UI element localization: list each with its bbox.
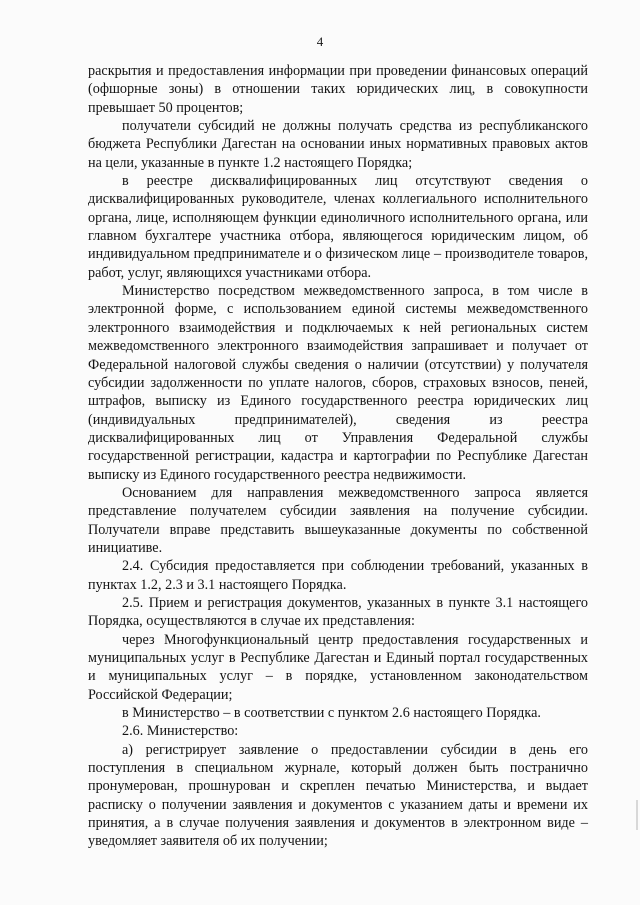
- paragraph-2-4: 2.4. Субсидия предоставляется при соблюдении требований, указанных в пунктах 1.2, 2.3 и 3.1 настоящего Порядка.: [88, 558, 588, 593]
- paragraph-2-5: 2.5. Прием и регистрация документов, указанных в пункте 3.1 настоящего Порядка, осуществляются в случае их представления:: [88, 594, 588, 630]
- paragraph-disqualified-registry: в реестре дисквалифицированных лиц отсутствуют сведения о дисквалифицированных руководителе, членах коллегиального исполнительного органа, лице, исполняющем функции единоличного исполнительного органа, или главном бухгалтере участника отбора, являющегося юридическим лицом, об индивидуальном предпринимателе и о физическом лице – производителе товаров, работ, услуг, являющихся участниками отбора.: [88, 173, 588, 281]
- scan-edge-mark: [636, 800, 638, 830]
- paragraph-offshore: раскрытия и предоставления информации при проведении финансовых операций (офшорные зоны) в отношении таких юридических лиц, в совокупности превышает 50 процентов;: [88, 63, 588, 116]
- paragraph-2-6-a: а) регистрирует заявление о предоставлении субсидии в день его поступления в специальном журнале, который должен быть постранично пронумерован, прошнурован и скреплен печатью Министерства, и выдает расписку о получении заявления и документов с указанием даты и времени их принятия, а в случае получения заявления и документов в электронном виде – уведомляет заявителя об их получении;: [88, 741, 588, 850]
- paragraph-2-6: 2.6. Министерство:: [122, 723, 239, 740]
- paragraph-budget-funds: получатели субсидий не должны получать средства из республиканского бюджета Республики Дагестан на основании иных нормативных правовых актов на цели, указанные в пункте 1.2 настоящего Порядка;: [88, 118, 588, 171]
- paragraph-mfc: через Многофункциональный центр предоставления государственных и муниципальных услуг в Республике Дагестан и Единый портал государственных и муниципальных услуг – в порядке, установленном законодательством Российской Федерации;: [88, 631, 588, 703]
- page-number: 4: [316, 34, 324, 49]
- paragraph-request-basis: Основанием для направления межведомственного запроса является представление получателем субсидии заявления на получение субсидии. Получатели вправе представить вышеуказанные документы по собственной инициативе.: [88, 484, 588, 556]
- document-body: [88, 62, 588, 851]
- paragraph-ministry: в Министерство – в соответствии с пунктом 2.6 настоящего Порядка.: [122, 705, 541, 722]
- paragraph-interagency-request: Министерство посредством межведомственного запроса, в том числе в электронной форме, с использованием единой системы межведомственного электронного взаимодействия и подключаемых к ней региональных систем межведомственного электронного взаимодействия запрашивает и получает от Федеральной налоговой службы сведения о наличии (отсутствии) у получателя субсидии задолженности по уплате налогов, сборов, страховых взносов, пеней, штрафов, выписку из Единого государственного реестра юридических лиц (индивидуальных предпринимателей), сведения из реестра дисквалифицированных лиц от Управления Федеральной службы государственной регистрации, кадастра и картографии по Республике Дагестан выписку из Единого государственного реестра недвижимости.: [88, 283, 588, 483]
